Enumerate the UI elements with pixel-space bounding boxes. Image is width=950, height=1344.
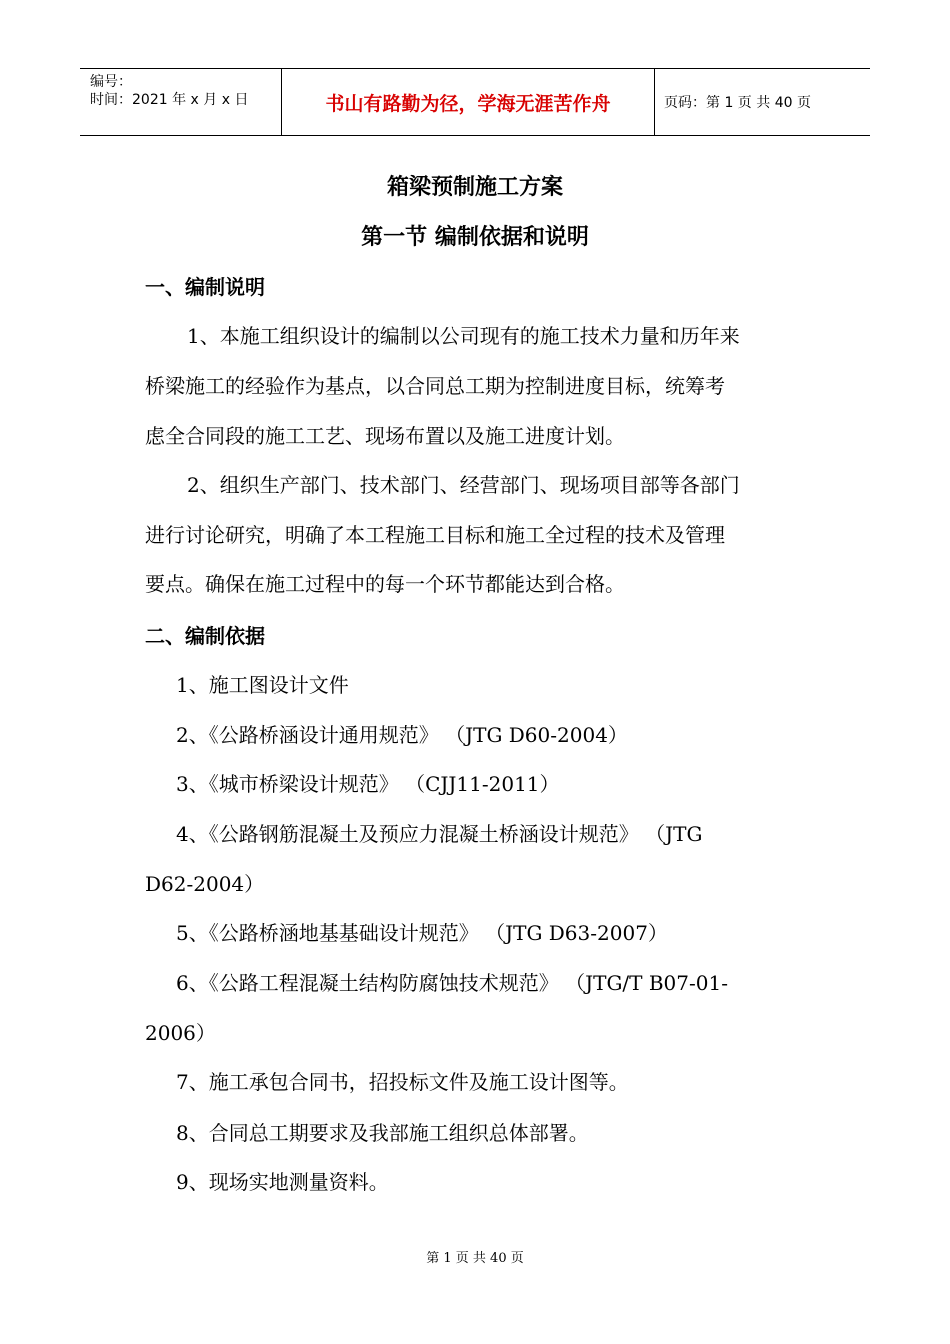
date-label: 时间：2021 年 x 月 x 日 [90, 92, 249, 108]
header-divider [654, 69, 655, 135]
page-header [80, 68, 870, 136]
page-footer: 第 1 页 共 40 页 [426, 1251, 524, 1266]
header-meta [90, 73, 248, 109]
paragraph-line: 1、本施工组织设计的编制以公司现有的施工技术力量和历年来 [187, 324, 740, 348]
part1-heading: 一、编制说明 [145, 275, 265, 299]
paragraph-line: 桥梁施工的经验作为基点，以合同总工期为控制进度目标，统筹考 [145, 374, 725, 398]
basis-item-continued: D62-2004） [145, 872, 265, 896]
basis-item: 4、《公路钢筋混凝土及预应力混凝土桥涵设计规范》 （JTG [176, 822, 703, 846]
basis-item: 2、《公路桥涵设计通用规范》 （JTG D60-2004） [176, 723, 628, 747]
basis-item: 1、施工图设计文件 [176, 673, 349, 697]
basis-item: 7、施工承包合同书，招投标文件及施工设计图等。 [176, 1070, 629, 1094]
basis-item: 5、《公路桥涵地基基础设计规范》 （JTG D63-2007） [176, 921, 668, 945]
basis-item: 8、合同总工期要求及我部施工组织总体部署。 [176, 1121, 589, 1145]
document-title: 箱梁预制施工方案 [386, 174, 563, 200]
header-motto: 书山有路勤为径，学海无涯苦作舟 [325, 92, 611, 115]
section-title: 第一节 编制依据和说明 [361, 224, 589, 250]
basis-item-continued: 2006） [145, 1021, 216, 1045]
header-page-info: 页码：第 1 页 共 40 页 [664, 95, 811, 111]
basis-item: 3、《城市桥梁设计规范》 （CJJ11-2011） [176, 772, 560, 796]
basis-item: 6、《公路工程混凝土结构防腐蚀技术规范》 （JTG/T B07-01- [176, 971, 728, 995]
paragraph-line: 进行讨论研究，明确了本工程施工目标和施工全过程的技术及管理 [145, 523, 725, 547]
paragraph-line: 要点。确保在施工过程中的每一个环节都能达到合格。 [145, 572, 625, 596]
paragraph-line: 2、组织生产部门、技术部门、经营部门、现场项目部等各部门 [187, 473, 740, 497]
basis-item: 9、现场实地测量资料。 [176, 1170, 389, 1194]
code-label: 编号： [90, 74, 132, 90]
paragraph-line: 虑全合同段的施工工艺、现场布置以及施工进度计划。 [145, 424, 625, 448]
part2-heading: 二、编制依据 [145, 624, 265, 648]
